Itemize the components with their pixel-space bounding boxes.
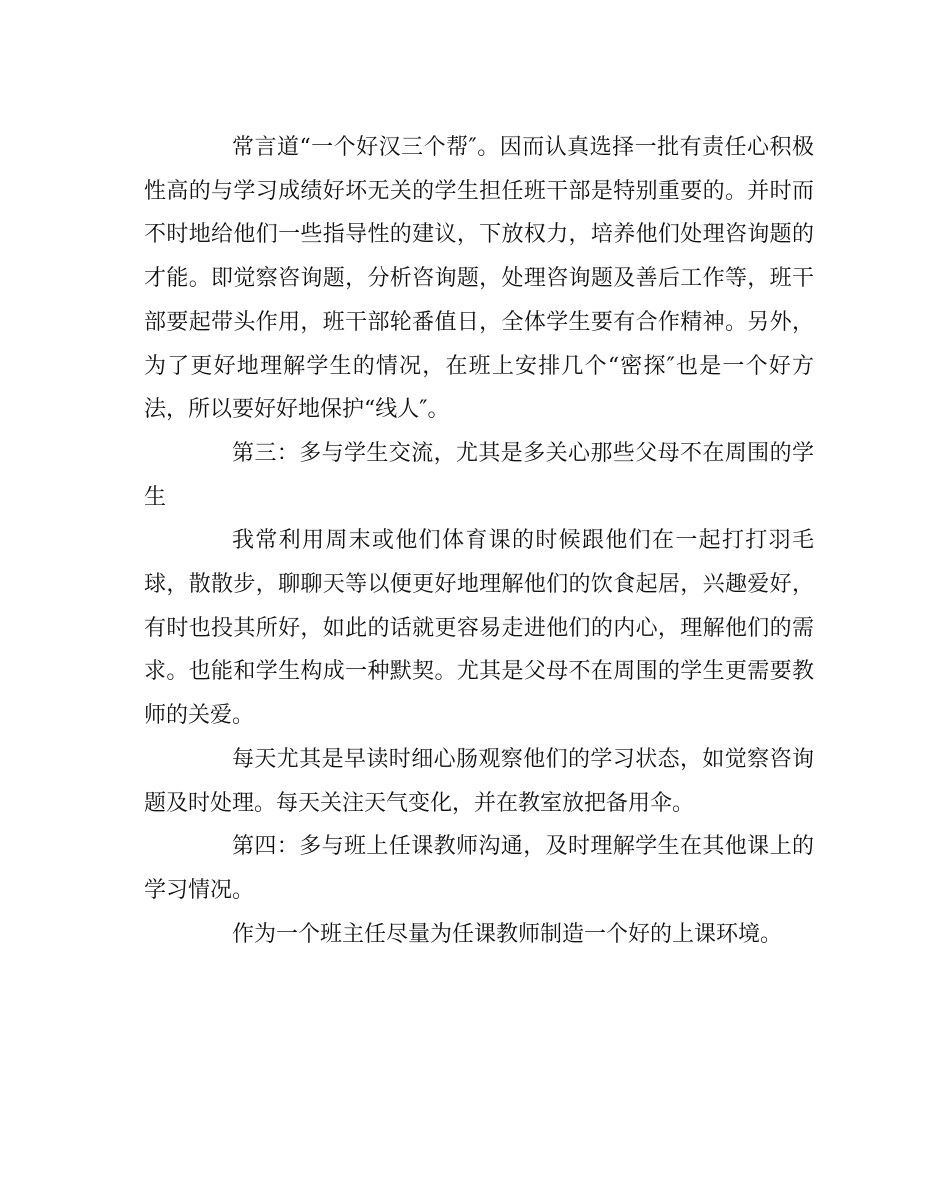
paragraph-heading-four: 第四：多与班上任课教师沟通，及时理解学生在其他课上的学习情况。 xyxy=(144,834,814,903)
paragraph-heading-three: 第三：多与学生交流，尤其是多关心那些父母不在周围的学生 xyxy=(144,440,814,510)
paragraph-daily-observation: 每天尤其是早读时细心肠观察他们的学习状态，如觉察咨询题及时处理。每天关注天气变化，并在教室放把备用伞。 xyxy=(144,746,814,816)
paragraph-teaching-environment: 作为一个班主任尽量为任课教师制造一个好的上课环境。 xyxy=(232,921,783,947)
paragraph-student-communication: 我常利用周末或他们体育课的时候跟他们在一起打打羽毛球，散散步，聊聊天等以便更好地理解他们的饮食起居，兴趣爱好，有时也投其所好，如此的话就更容易走进他们的内心，理解他们的需求。也能和学生构成一种默契。尤其是父母不在周围的学生更需要教师的关爱。 xyxy=(144,528,814,729)
document-body xyxy=(144,126,814,956)
paragraph-class-cadres: 常言道“一个好汉三个帮″。因而认真选择一批有责任心积极性高的与学习成绩好坏无关的学生担任班干部是特别重要的。并时而不时地给他们一些指导性的建议，下放权力，培养他们处理咨询题的才能。即觉察咨询题，分析咨询题，处理咨询题及善后工作等，班干部要起带头作用，班干部轮番值日，全体学生要有合作精神。另外，为了更好地理解学生的情况，在班上安排几个“密探″也是一个好方法，所以要好好地保护“线人″。 xyxy=(144,135,814,423)
